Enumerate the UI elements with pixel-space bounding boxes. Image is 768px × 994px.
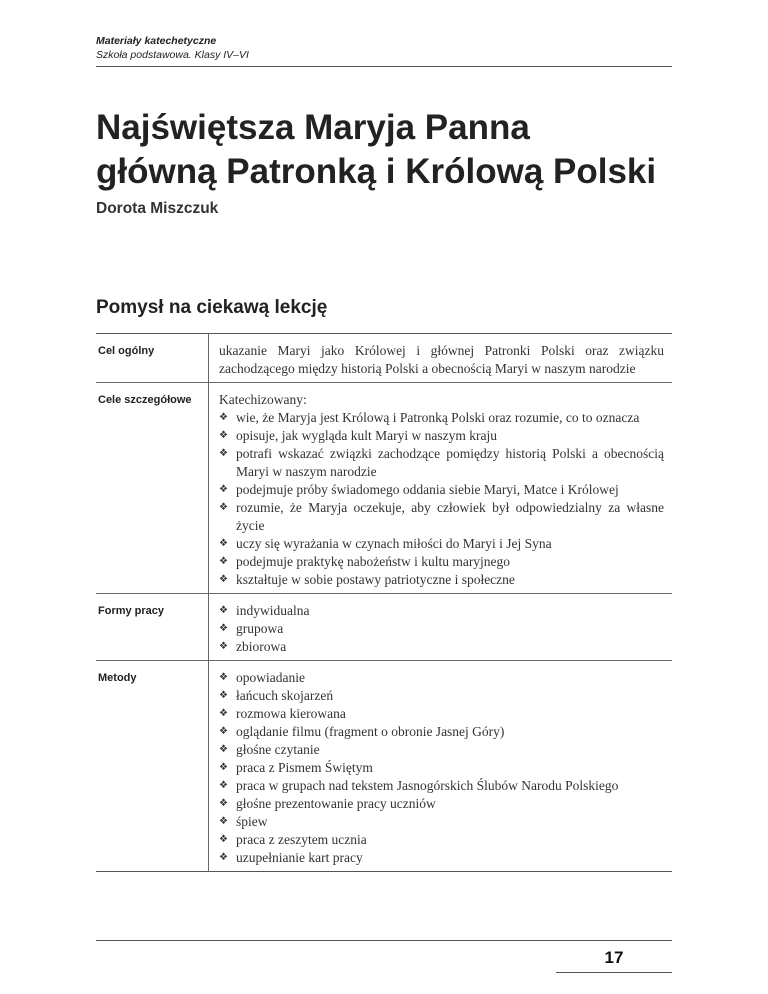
list-item-text: głośne czytanie — [236, 742, 320, 757]
row-label: Formy pracy — [96, 594, 209, 661]
list-item — [219, 777, 664, 795]
diamond-bullet-icon: ❖ — [219, 556, 228, 567]
list-item-text: głośne prezentowanie pracy uczniów — [236, 796, 436, 811]
goal-list — [219, 409, 664, 589]
diamond-bullet-icon: ❖ — [219, 623, 228, 634]
list-item — [219, 638, 664, 656]
list-item-text: praca z Pismem Świętym — [236, 760, 373, 775]
table-row-work-forms — [96, 594, 672, 661]
header-series-subtitle: Szkoła podstawowa. Klasy IV–VI — [96, 49, 249, 61]
row-content — [209, 594, 673, 661]
list-item — [219, 499, 664, 535]
list-item-text: rozmowa kierowana — [236, 706, 346, 721]
list-item-text: praca w grupach nad tekstem Jasnogórskich Ślubów Narodu Polskiego — [236, 778, 619, 793]
list-item — [219, 849, 664, 867]
list-item-text: wie, że Maryja jest Królową i Patronką Polski oraz rozumie, co to oznacza — [236, 410, 640, 425]
diamond-bullet-icon: ❖ — [219, 834, 228, 845]
list-item-text: łańcuch skojarzeń — [236, 688, 334, 703]
list-item — [219, 759, 664, 777]
page-number-underline — [556, 972, 672, 973]
list-item — [219, 535, 664, 553]
list-item-text: uczy się wyrażania w czynach miłości do Maryi i Jej Syna — [236, 536, 552, 551]
list-item-text: podejmuje próby świadomego oddania siebie Maryi, Matce i Królowej — [236, 482, 619, 497]
diamond-bullet-icon: ❖ — [219, 798, 228, 809]
list-item-text: uzupełnianie kart pracy — [236, 850, 363, 865]
diamond-bullet-icon: ❖ — [219, 412, 228, 423]
list-item — [219, 705, 664, 723]
table-row-specific-goals — [96, 383, 672, 594]
row-lead-text: Katechizowany: — [219, 392, 307, 407]
list-item — [219, 409, 664, 427]
row-label: Cele szczegółowe — [96, 383, 209, 594]
row-content: ukazanie Maryi jako Królowej i głównej Patronki Polski oraz związku zachodzącego między historią Polski a obecnością Maryi w naszym narodzie — [219, 343, 664, 376]
page-title-line-2: główną Patronką i Królową Polski — [96, 152, 657, 191]
list-item-text: praca z zeszytem ucznia — [236, 832, 367, 847]
row-label: Metody — [96, 661, 209, 872]
diamond-bullet-icon: ❖ — [219, 762, 228, 773]
diamond-bullet-icon: ❖ — [219, 816, 228, 827]
list-item-text: śpiew — [236, 814, 268, 829]
list-item-text: zbiorowa — [236, 639, 287, 654]
list-item — [219, 571, 664, 589]
list-item-text: podejmuje praktykę nabożeństw i kultu maryjnego — [236, 554, 511, 569]
list-item — [219, 553, 664, 571]
list-item-text: rozumie, że Maryja oczekuje, aby człowiek był odpowiedzialny za własne życie — [236, 500, 664, 533]
diamond-bullet-icon: ❖ — [219, 641, 228, 652]
list-item — [219, 831, 664, 849]
list-item-text: oglądanie filmu (fragment o obronie Jasnej Góry) — [236, 724, 505, 739]
list-item — [219, 687, 664, 705]
list-item-text: kształtuje w sobie postawy patriotyczne i społeczne — [236, 572, 515, 587]
list-item-text: opisuje, jak wygląda kult Maryi w naszym kraju — [236, 428, 497, 443]
header-divider — [96, 66, 672, 67]
running-header — [96, 34, 249, 62]
page-title-line-1: Najświętsza Maryja Panna — [96, 108, 530, 147]
list-item — [219, 741, 664, 759]
list-item — [219, 813, 664, 831]
row-content — [209, 661, 673, 872]
diamond-bullet-icon: ❖ — [219, 448, 228, 459]
list-item — [219, 427, 664, 445]
author-name: Dorota Miszczuk — [96, 200, 219, 217]
diamond-bullet-icon: ❖ — [219, 502, 228, 513]
diamond-bullet-icon: ❖ — [219, 852, 228, 863]
diamond-bullet-icon: ❖ — [219, 708, 228, 719]
table-row-methods — [96, 661, 672, 872]
list-item-text: grupowa — [236, 621, 284, 636]
list-item — [219, 669, 664, 687]
diamond-bullet-icon: ❖ — [219, 744, 228, 755]
work-forms-list — [219, 602, 664, 656]
list-item — [219, 445, 664, 481]
diamond-bullet-icon: ❖ — [219, 574, 228, 585]
footer-divider — [96, 940, 672, 941]
diamond-bullet-icon: ❖ — [219, 780, 228, 791]
section-heading: Pomysł na ciekawą lekcję — [96, 297, 328, 318]
methods-list — [219, 669, 664, 867]
lesson-plan-table — [96, 333, 672, 872]
diamond-bullet-icon: ❖ — [219, 690, 228, 701]
list-item — [219, 481, 664, 499]
list-item — [219, 795, 664, 813]
diamond-bullet-icon: ❖ — [219, 538, 228, 549]
list-item — [219, 620, 664, 638]
diamond-bullet-icon: ❖ — [219, 726, 228, 737]
page-title — [96, 106, 696, 194]
list-item-text: potrafi wskazać związki zachodzące pomiędzy historią Polski a obecnością Maryi w naszym narodzie — [236, 446, 664, 479]
row-content — [209, 383, 673, 594]
diamond-bullet-icon: ❖ — [219, 484, 228, 495]
list-item-text: indywidualna — [236, 603, 310, 618]
diamond-bullet-icon: ❖ — [219, 605, 228, 616]
list-item — [219, 602, 664, 620]
page-number: 17 — [604, 948, 624, 967]
diamond-bullet-icon: ❖ — [219, 430, 228, 441]
list-item — [219, 723, 664, 741]
table-row-general-goal — [96, 334, 672, 383]
list-item-text: opowiadanie — [236, 670, 305, 685]
row-label: Cel ogólny — [96, 334, 209, 383]
header-series-title: Materiały katechetyczne — [96, 35, 217, 47]
diamond-bullet-icon: ❖ — [219, 672, 228, 683]
